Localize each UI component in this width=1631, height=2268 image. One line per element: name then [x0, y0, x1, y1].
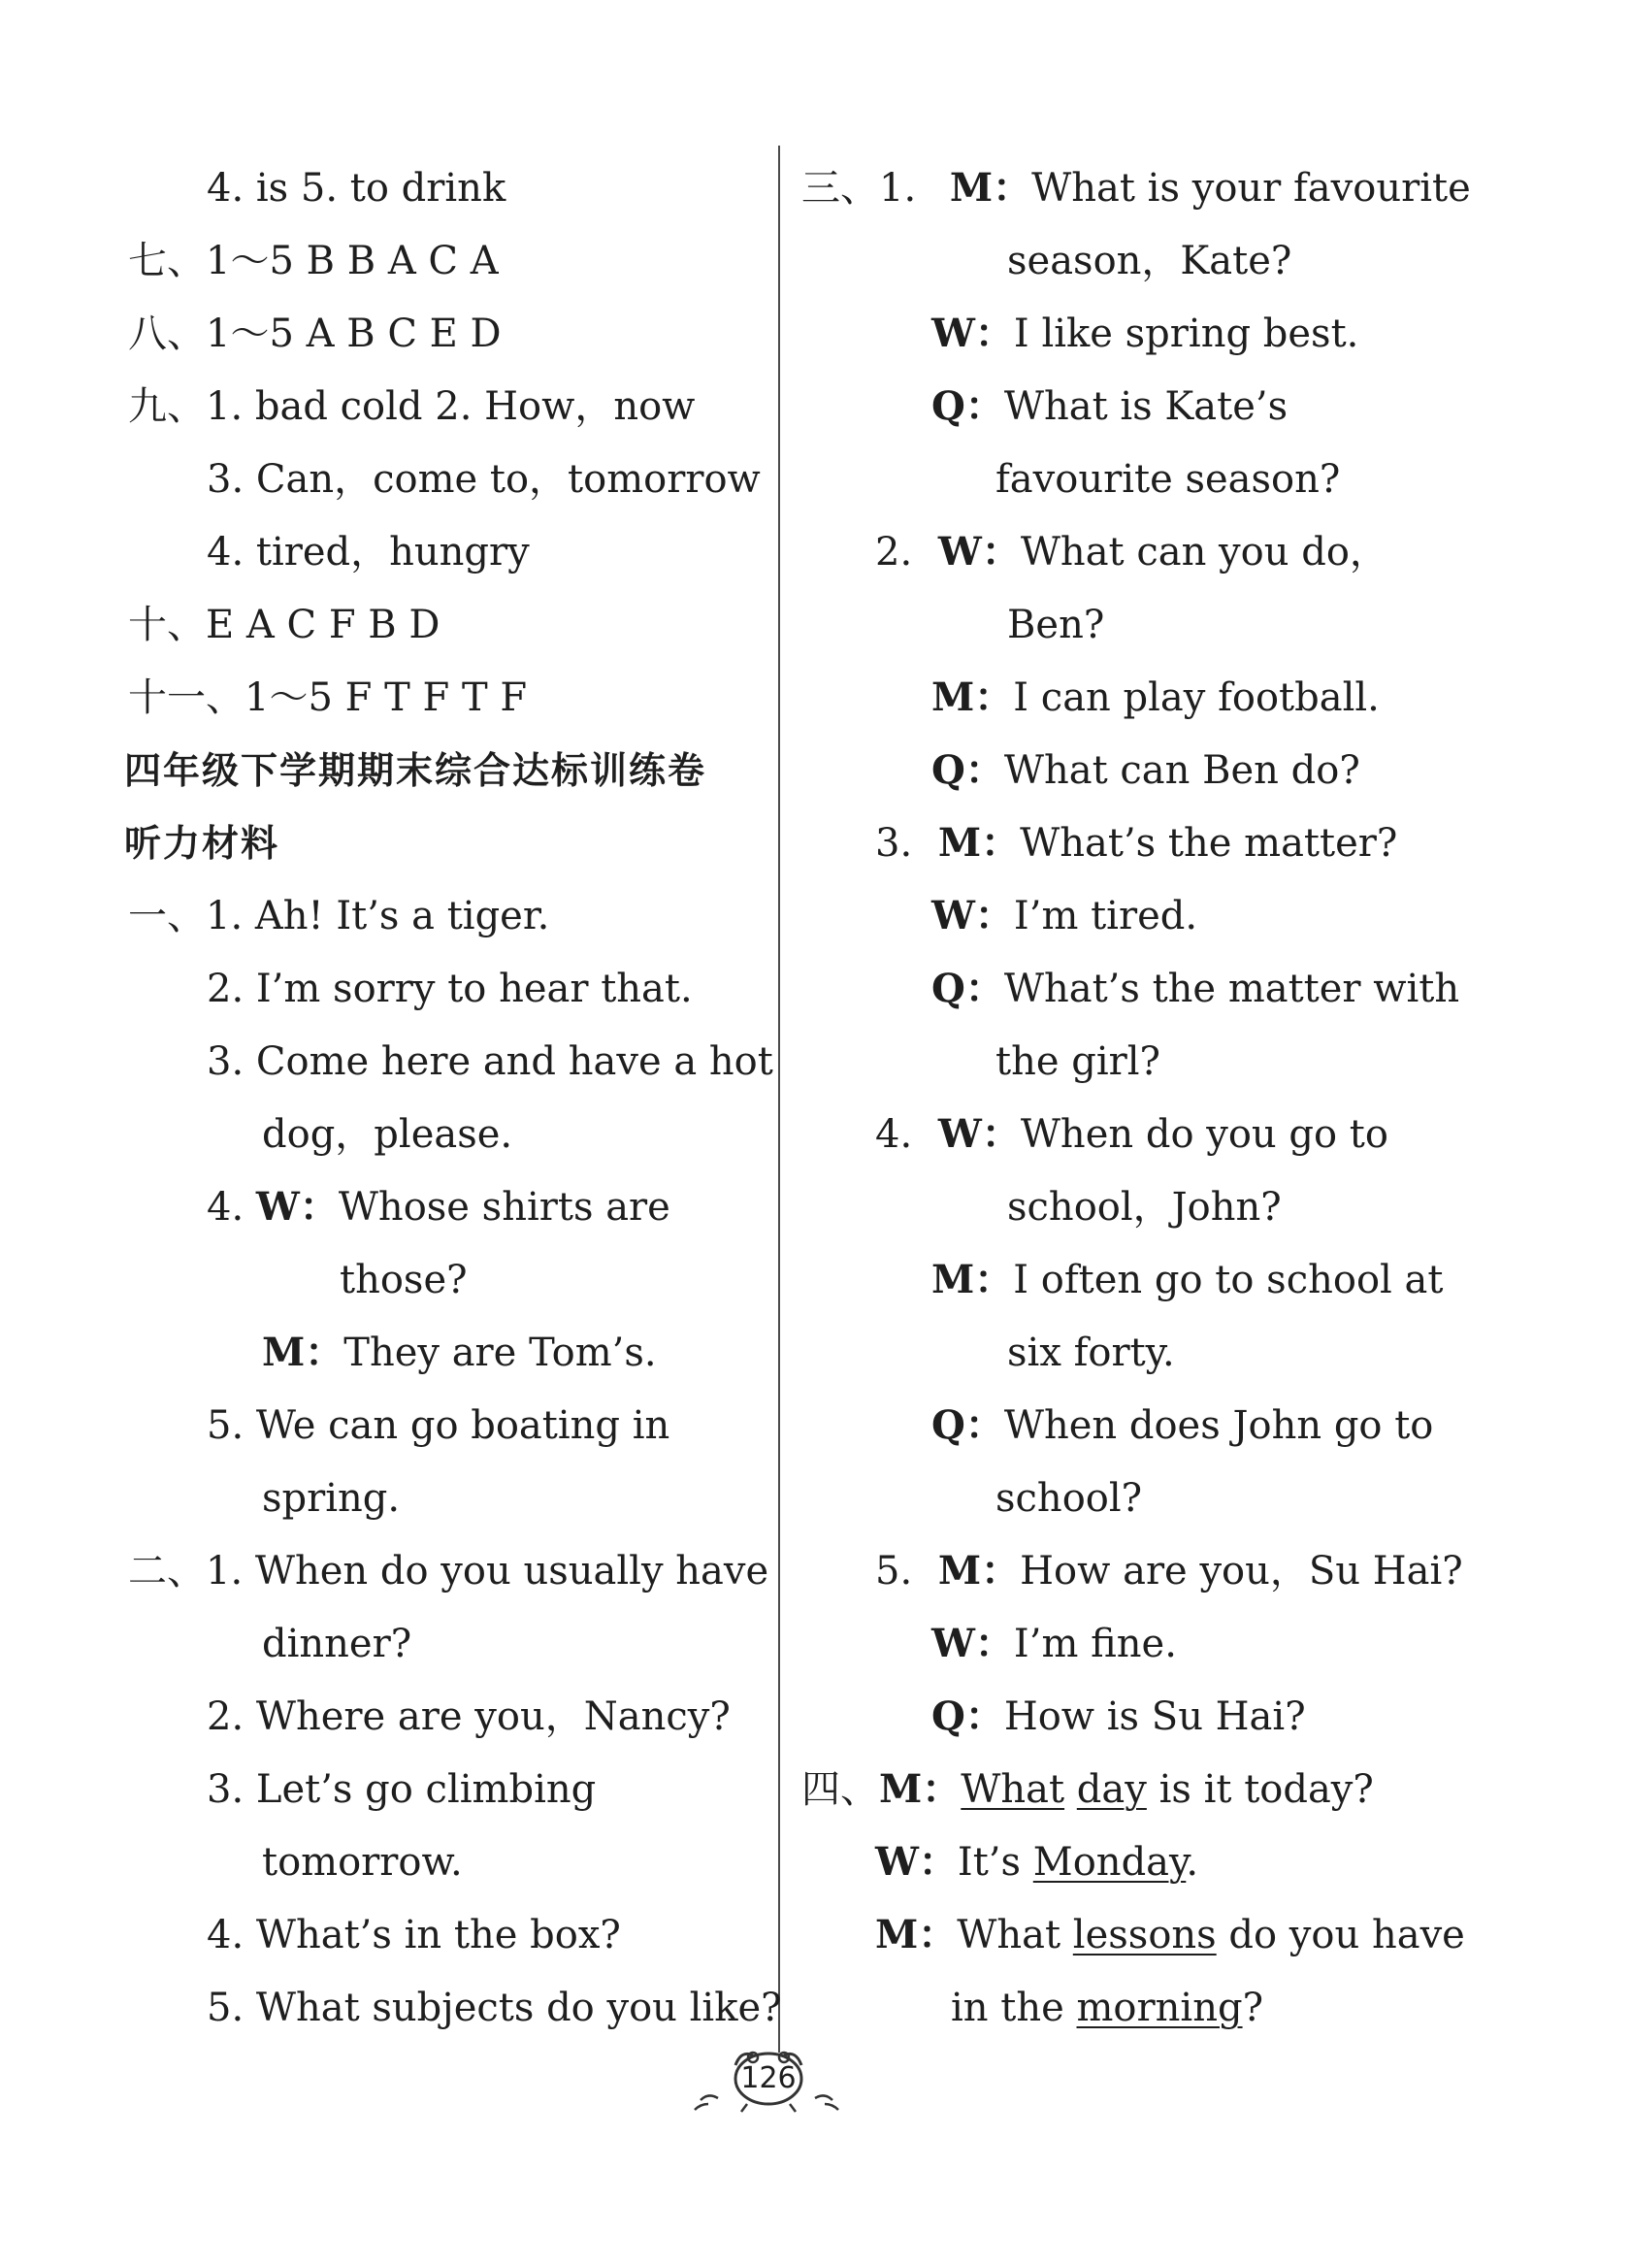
- script-line: [875, 527, 1388, 577]
- underlined-word: morning: [1076, 1986, 1243, 2030]
- script-line: [262, 1328, 657, 1378]
- script-line: [931, 1692, 1306, 1742]
- speaker-label: M：: [879, 1766, 962, 1812]
- speaker-label: W：: [875, 1839, 958, 1885]
- script-line: [931, 381, 1288, 432]
- section-subheading: 听力材料: [124, 822, 280, 865]
- page-number: 126: [740, 2061, 797, 2095]
- speaker-label: M：: [937, 1548, 1021, 1594]
- dialogue-text: When do you go to: [1020, 1112, 1388, 1157]
- speaker-label: M：: [949, 165, 1032, 211]
- speaker-label: W：: [937, 529, 1021, 575]
- dialogue-text: What: [957, 1913, 1061, 1957]
- dialogue-text: ?: [1242, 1986, 1264, 2030]
- dialogue-text: I’m fine.: [1013, 1622, 1177, 1666]
- dialogue-text: I often go to school at: [1013, 1258, 1444, 1302]
- dialogue-text: How is Su Hai?: [1003, 1694, 1306, 1739]
- page-number-badge: [679, 2036, 854, 2114]
- item-number: 4.: [875, 1112, 913, 1157]
- script-line: 5. What subjects do you like?: [207, 1986, 782, 2030]
- dialogue-text: .: [1186, 1840, 1199, 1885]
- script-line: 4. What’s in the box?: [207, 1913, 621, 1957]
- speaker-label: M：: [875, 1912, 958, 1957]
- answer-line: 七、1～5 B B A C A: [128, 239, 499, 283]
- speaker-label: Q：: [931, 747, 1004, 793]
- script-line: season，Kate?: [1007, 239, 1292, 283]
- script-line: favourite season?: [995, 457, 1341, 502]
- speaker-label: M：: [262, 1330, 344, 1375]
- column-divider: [778, 146, 780, 2053]
- item-number: 5.: [875, 1549, 913, 1594]
- dialogue-text: They are Tom’s.: [343, 1331, 657, 1375]
- speaker-label: Q：: [931, 383, 1004, 429]
- script-line: [931, 964, 1459, 1014]
- script-line: spring.: [262, 1476, 401, 1521]
- answer-line: 八、1～5 A B C E D: [128, 312, 502, 356]
- speaker-label: W：: [255, 1184, 339, 1230]
- script-line: [931, 745, 1360, 796]
- script-line: [801, 1764, 1374, 1815]
- speaker-label: Q：: [931, 966, 1004, 1011]
- dialogue-text: I’m tired.: [1013, 894, 1198, 938]
- script-line: 5. We can go boating in: [207, 1403, 670, 1448]
- script-line: 3. Let’s go climbing: [207, 1767, 597, 1812]
- dialogue-text: I can play football.: [1013, 675, 1380, 720]
- answer-line: 4. is 5. to drink: [207, 166, 506, 211]
- answer-line: 十、E A C F B D: [128, 603, 440, 647]
- item-number: 2.: [875, 530, 913, 575]
- underlined-word: lessons: [1072, 1913, 1217, 1957]
- script-line: 2. Where are you，Nancy?: [207, 1694, 731, 1739]
- script-line: 一、1. Ah! It’s a tiger.: [128, 894, 550, 938]
- script-line: dinner?: [262, 1622, 412, 1666]
- script-line: tomorrow.: [262, 1840, 463, 1885]
- dialogue-text: What’s the matter?: [1020, 821, 1398, 866]
- section-heading: 四年级下学期期末综合达标训练卷: [124, 749, 707, 792]
- speaker-label: W：: [931, 1621, 1014, 1666]
- speaker-label: Q：: [931, 1693, 1004, 1739]
- answer-line: 九、1. bad cold 2. How，now: [128, 384, 696, 429]
- script-line: [875, 1109, 1388, 1160]
- speaker-label: Q：: [931, 1402, 1004, 1448]
- dialogue-text: When does John go to: [1003, 1403, 1434, 1448]
- dialogue-text: What is Kate’s: [1003, 384, 1288, 429]
- dialogue-text: I like spring best.: [1013, 312, 1359, 356]
- script-line: [875, 1546, 1463, 1596]
- script-line: [931, 309, 1358, 359]
- speaker-label: W：: [931, 311, 1014, 356]
- script-line: 3. Come here and have a hot: [207, 1039, 773, 1084]
- item-number: 三、1.: [801, 166, 917, 211]
- dialogue-text: What can you do，: [1020, 530, 1388, 575]
- script-line: dog，please.: [262, 1112, 513, 1157]
- script-line: [207, 1182, 670, 1233]
- answer-line: 4. tired，hungry: [207, 530, 530, 575]
- script-line: the girl?: [995, 1039, 1160, 1084]
- speaker-label: M：: [931, 1257, 1014, 1302]
- script-line: [931, 891, 1197, 941]
- answer-line: 3. Can，come to，tomorrow: [207, 457, 761, 502]
- speaker-label: W：: [931, 893, 1014, 938]
- script-line: [931, 1400, 1433, 1451]
- underlined-word: day: [1076, 1767, 1147, 1812]
- speaker-label: M：: [937, 820, 1021, 866]
- speaker-label: M：: [931, 674, 1014, 720]
- script-line: six forty.: [1007, 1331, 1175, 1375]
- dialogue-text: What can Ben do?: [1003, 748, 1360, 793]
- script-line: Ben?: [1007, 603, 1105, 647]
- speaker-label: W：: [937, 1111, 1021, 1157]
- dialogue-text: What is your favourite: [1031, 166, 1471, 211]
- script-line: school，John?: [1007, 1185, 1282, 1230]
- script-line: those?: [340, 1258, 468, 1302]
- script-line: school?: [995, 1476, 1143, 1521]
- script-line: [931, 1255, 1443, 1305]
- underlined-word: What: [961, 1767, 1065, 1812]
- script-line: [931, 1619, 1177, 1669]
- script-line: [875, 1910, 1465, 1960]
- script-line: [875, 1837, 1198, 1888]
- item-number: 4.: [207, 1185, 245, 1230]
- dialogue-text: It’s: [957, 1840, 1022, 1885]
- script-line: 2. I’m sorry to hear that.: [207, 967, 693, 1011]
- script-line: 二、1. When do you usually have: [128, 1549, 769, 1594]
- dialogue-text: Whose shirts are: [338, 1185, 670, 1230]
- item-number: 3.: [875, 821, 913, 866]
- dialogue-text: do you have: [1228, 1913, 1465, 1957]
- dialogue-text: is it today?: [1158, 1767, 1374, 1812]
- script-line: [931, 673, 1380, 723]
- script-line: [951, 1983, 1263, 2033]
- dialogue-text: How are you，Su Hai?: [1020, 1549, 1463, 1594]
- dialogue-text: in the: [951, 1986, 1064, 2030]
- answer-line: 十一、1～5 F T F T F: [128, 675, 528, 720]
- dialogue-text: What’s the matter with: [1003, 967, 1460, 1011]
- underlined-word: Monday: [1032, 1840, 1187, 1885]
- script-line: [801, 163, 1471, 214]
- script-line: [875, 818, 1397, 869]
- section-number: 四、: [801, 1767, 879, 1812]
